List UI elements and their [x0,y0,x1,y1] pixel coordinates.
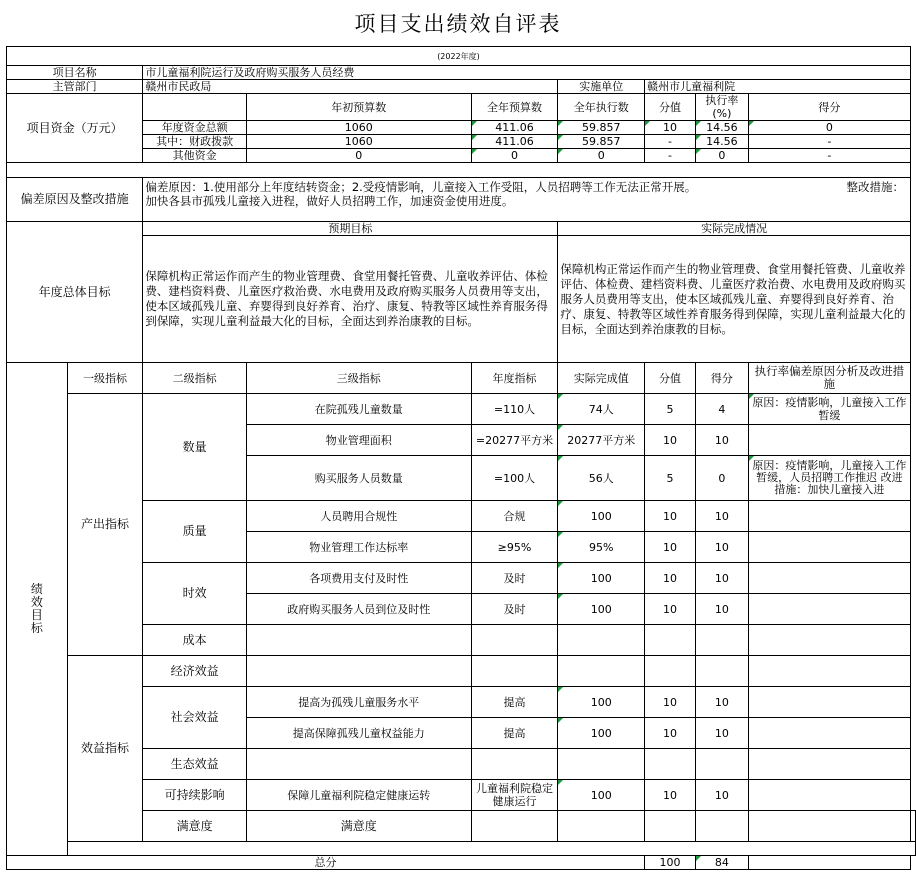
empty-cell [246,625,471,656]
score: 10 [645,687,696,718]
empty-cell [748,656,910,687]
funds-header: 全年执行数 [558,94,645,121]
funds-cell: 0 [246,149,471,163]
got-score: 0 [695,456,748,501]
empty-cell [695,811,748,842]
score: 10 [645,718,696,749]
empty-cell [471,749,558,780]
goal-label: 年度总体目标 [7,222,143,363]
level2-economic: 经济效益 [143,656,247,687]
deviation-note [748,780,910,811]
funds-cell: 411.06 [471,121,558,135]
empty-cell [748,856,910,870]
empty-cell [471,625,558,656]
deviation-note [748,425,910,456]
funds-header: 得分 [748,94,910,121]
spacer-row [67,842,915,856]
level2-social: 社会效益 [143,687,247,749]
empty-cell [471,656,558,687]
annual-target: =20277平方米 [471,425,558,456]
empty-cell [645,656,696,687]
level1-benefit: 效益指标 [67,656,143,842]
funds-cell: 59.857 [558,121,645,135]
level2-quantity: 数量 [143,394,247,501]
deviation-note [748,718,910,749]
got-score: 10 [695,780,748,811]
total-score: 100 [645,856,696,870]
empty-cell [558,811,645,842]
funds-cell: 0 [748,121,910,135]
actual-completion-text: 保障机构正常运作而产生的物业管理费、食堂用餐托管费、儿童收养评估、体检费、建档资料费、儿童医疗救治费、水电费用及政府购买服务人员费用等支出，使本区域孤残儿童、弃婴得到良好养育、治疗、康复、特教等区域性养育服务得到保障，实现儿童利益最大化的目标，全面达到养治康教的目标。 [558,236,911,363]
score: 5 [645,394,696,425]
deviation-reason: 偏差原因：1.使用部分上年度结转资金；2.受疫情影响，儿童接入工作受阻，人员招聘等工作无法正常开展。 [145,180,697,194]
performance-target-label [7,363,68,856]
actual-value: 100 [558,501,645,532]
level2-quality: 质量 [143,501,247,563]
funds-cell: 411.06 [471,135,558,149]
empty-cell [645,625,696,656]
year-note: (2022年度) [7,47,911,66]
annual-target: 合规 [471,501,558,532]
empty-cell [471,811,558,842]
actual-value: 20277平方米 [558,425,645,456]
rectify-text: 加快各县市孤残儿童接入进程，做好人员招聘工作，加速资金使用进度。 [145,194,514,208]
got-score: 10 [695,563,748,594]
indicator-header: 得分 [695,363,748,394]
deviation-note [748,532,910,563]
score: 10 [645,501,696,532]
deviation-label: 偏差原因及整改措施 [7,178,143,222]
indicator-header: 实际完成值 [558,363,645,394]
actual-value: 100 [558,594,645,625]
level3-indicator: 物业管理工作达标率 [246,532,471,563]
funds-cell: - [748,135,910,149]
funds-row-name: 年度资金总额 [143,121,247,135]
funds-header: 执行率(%) [695,94,748,121]
actual-completion-label: 实际完成情况 [558,222,911,236]
got-score: 10 [695,687,748,718]
funds-header: 年初预算数 [246,94,471,121]
funds-row-name: 其他资金 [143,149,247,163]
funds-cell: 1060 [246,135,471,149]
level3-indicator: 提高保障孤残儿童权益能力 [246,718,471,749]
funds-cell: - [645,149,696,163]
level2-timeliness: 时效 [143,563,247,625]
empty-cell [645,811,696,842]
spacer-row [7,163,911,178]
empty-cell [246,656,471,687]
empty-cell [911,811,916,842]
total-label: 总分 [7,856,645,870]
empty-cell [748,749,910,780]
funds-cell: - [748,149,910,163]
annual-target: =110人 [471,394,558,425]
actual-value: 56人 [558,456,645,501]
actual-value: 100 [558,718,645,749]
impl-unit-value: 赣州市儿童福利院 [645,80,911,94]
empty-cell [558,625,645,656]
indicator-header: 三级指标 [246,363,471,394]
page-title: 项目支出绩效自评表 [354,12,562,36]
level1-output: 产出指标 [67,394,143,656]
side-char: 效 [30,595,43,609]
rectify-label: 整改措施： [846,180,904,194]
indicator-header: 一级指标 [67,363,143,394]
funds-cell: 0 [558,149,645,163]
indicator-header: 二级指标 [143,363,247,394]
deviation-note [748,687,910,718]
indicator-header: 年度指标 [471,363,558,394]
funds-cell: 10 [645,121,696,135]
level1-satisfaction: 满意度 [143,811,247,842]
score: 10 [645,594,696,625]
funds-cell: - [645,135,696,149]
level3-indicator: 提高为孤残儿童服务水平 [246,687,471,718]
empty-cell [695,749,748,780]
level2-sustainable: 可持续影响 [143,780,247,811]
got-score: 10 [695,532,748,563]
score: 10 [645,563,696,594]
score: 10 [645,425,696,456]
empty-cell [695,625,748,656]
project-name-label: 项目名称 [7,66,143,80]
project-name-value: 市儿童福利院运行及政府购买服务人员经费 [143,66,911,80]
got-score: 10 [695,425,748,456]
actual-value: 95% [558,532,645,563]
expected-goal-label: 预期目标 [143,222,558,236]
annual-target: 及时 [471,594,558,625]
level3-indicator: 保障儿童福利院稳定健康运转 [246,780,471,811]
funds-cell: 14.56 [695,135,748,149]
empty-cell [558,656,645,687]
annual-target: 提高 [471,718,558,749]
actual-value: 100 [558,780,645,811]
level3-indicator: 购买服务人员数量 [246,456,471,501]
side-char: 绩 [30,582,43,596]
side-char: 标 [30,621,43,635]
funds-cell: 59.857 [558,135,645,149]
level3-indicator: 政府购买服务人员到位及时性 [246,594,471,625]
got-score: 4 [695,394,748,425]
impl-unit-label: 实施单位 [558,80,645,94]
level3-indicator: 人员聘用合规性 [246,501,471,532]
empty-cell [558,749,645,780]
empty-cell [695,656,748,687]
empty-cell [645,749,696,780]
funds-header: 分值 [645,94,696,121]
got-score: 10 [695,501,748,532]
got-score: 10 [695,718,748,749]
annual-target: 及时 [471,563,558,594]
indicator-header: 执行率偏差原因分析及改进措施 [748,363,910,394]
annual-target: =100人 [471,456,558,501]
annual-target: 提高 [471,687,558,718]
score: 5 [645,456,696,501]
dept-label: 主管部门 [7,80,143,94]
funds-label: 项目资金（万元） [7,94,143,163]
annual-target: 儿童福利院稳定健康运行 [471,780,558,811]
indicator-header: 分值 [645,363,696,394]
empty-cell [246,749,471,780]
score: 10 [645,532,696,563]
level3-indicator: 在院孤残儿童数量 [246,394,471,425]
actual-value: 100 [558,687,645,718]
evaluation-table [6,46,916,870]
deviation-note: 原因：疫情影响，儿童接入工作暂缓 [748,394,910,425]
funds-cell: 14.56 [695,121,748,135]
level2-ecological: 生态效益 [143,749,247,780]
got-score: 10 [695,594,748,625]
funds-header: 全年预算数 [471,94,558,121]
funds-cell: 0 [695,149,748,163]
empty-cell [748,625,910,656]
funds-blank [143,94,247,121]
actual-value: 100 [558,563,645,594]
level3-indicator: 各项费用支付及时性 [246,563,471,594]
annual-target: ≥95% [471,532,558,563]
deviation-note: 原因：疫情影响，儿童接入工作暂缓，人员招聘工作推迟 改进措施：加快儿童接入进 [748,456,910,501]
dept-value: 赣州市民政局 [143,80,558,94]
deviation-note [748,501,910,532]
deviation-note [748,594,910,625]
empty-cell [748,811,910,842]
funds-cell: 1060 [246,121,471,135]
score: 10 [645,780,696,811]
total-got: 84 [695,856,748,870]
deviation-note [748,563,910,594]
funds-cell: 0 [471,149,558,163]
funds-row-name: 其中：财政拨款 [143,135,247,149]
level2-cost: 成本 [143,625,247,656]
level2-satisfaction: 满意度 [246,811,471,842]
side-char: 目 [30,608,43,622]
level3-indicator: 物业管理面积 [246,425,471,456]
expected-goal-text: 保障机构正常运作而产生的物业管理费、食堂用餐托管费、儿童收养评估、体检费、建档资料费、儿童医疗救治费、水电费用及政府购买服务人员费用等支出，使本区域孤残儿童、弃婴得到良好养育、治疗、康复、特教等区域性养育服务得到保障，实现儿童利益最大化的目标，全面达到养治康教的目标。 [143,236,558,363]
actual-value: 74人 [558,394,645,425]
